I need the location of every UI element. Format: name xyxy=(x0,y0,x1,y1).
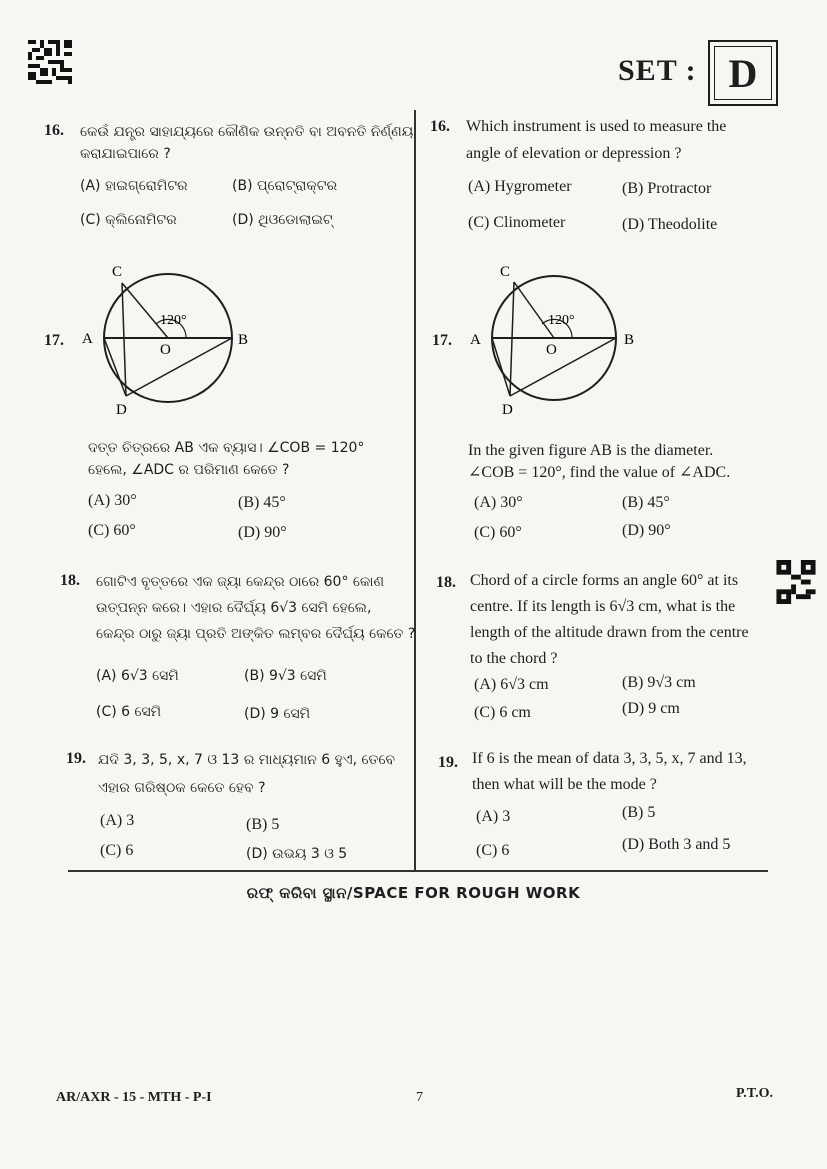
left-q17-line1: ଦତ୍ତ ଚିତ୍ରରେ AB ଏକ ବ୍ୟାସ। ∠COB = 120° xyxy=(88,440,365,456)
rough-work-heading: ରଫ୍ କରିବା ସ୍ଥାନ/SPACE FOR ROUGH WORK xyxy=(246,884,581,902)
right-label-a: A xyxy=(470,332,481,348)
right-segment-co xyxy=(514,282,554,338)
right-q17-number: 17. xyxy=(432,332,452,349)
left-q19-line1: ଯଦି 3, 3, 5, x, 7 ଓ 13 ର ମାଧ୍ୟମାନ 6 ହୁଏ, ତେବେ xyxy=(98,752,396,768)
right-label-d: D xyxy=(502,402,513,418)
right-q18-number: 18. xyxy=(436,574,456,591)
right-segment-db xyxy=(510,338,616,396)
set-value: D xyxy=(714,46,772,100)
barcode-matrix-icon xyxy=(28,40,72,84)
left-q18-option-c: (C) 6 ସେମି xyxy=(96,704,162,720)
right-q18-line2: centre. If its length is 6√3 cm, what is the xyxy=(470,598,736,615)
left-q16-line2: କରାଯାଇପାରେ ? xyxy=(80,146,171,162)
left-q18-line1: ଗୋଟିଏ ବୃତ୍ତରେ ଏକ ଜ୍ୟା କେନ୍ଦ୍ର ଠାରେ 60° କୋଣ xyxy=(96,574,385,590)
footer-code: AR/AXR - 15 - MTH - P-I xyxy=(56,1090,212,1105)
left-circle-figure xyxy=(64,258,264,424)
set-label: SET : xyxy=(618,54,697,87)
right-q19-option-b: (B) 5 xyxy=(622,804,656,821)
right-circle-figure xyxy=(448,258,648,424)
left-q17-option-c: (C) 60° xyxy=(88,522,136,539)
right-q19-line2: then what will be the mode ? xyxy=(472,776,657,793)
qr-code-icon xyxy=(776,560,816,604)
left-segment-db xyxy=(126,338,232,396)
right-q16-number: 16. xyxy=(430,118,450,135)
bottom-rule xyxy=(68,870,768,872)
right-label-angle: 120° xyxy=(548,313,575,328)
left-q19-number: 19. xyxy=(66,750,86,767)
left-q16-option-d: (D) ଥିଓଡୋଲାଇଟ୍ xyxy=(232,212,333,228)
right-q16-line1: Which instrument is used to measure the xyxy=(466,118,727,135)
right-q17-line2: ∠COB = 120°, find the value of ∠ADC. xyxy=(468,464,731,481)
left-segment-ad xyxy=(104,338,126,396)
right-q19-number: 19. xyxy=(438,754,458,771)
left-q16-option-c: (C) କ୍ଲିନୋମିଟର xyxy=(80,212,177,228)
left-q19-line2: ଏହାର ଗରିଷ୍ଠକ କେତେ ହେବ ? xyxy=(98,780,266,796)
left-q18-option-d: (D) 9 ସେମି xyxy=(244,706,311,722)
right-q18-option-c: (C) 6 cm xyxy=(474,704,531,721)
right-q19-line1: If 6 is the mean of data 3, 3, 5, x, 7 and 13, xyxy=(472,750,747,767)
left-label-b: B xyxy=(238,332,249,348)
right-q16-option-d: (D) Theodolite xyxy=(622,216,718,233)
right-q16-option-a: (A) Hygrometer xyxy=(468,178,572,195)
right-segment-ad xyxy=(492,338,510,396)
right-q18-option-d: (D) 9 cm xyxy=(622,700,680,717)
right-label-b: B xyxy=(624,332,635,348)
left-label-angle: 120° xyxy=(160,313,187,328)
right-label-o: O xyxy=(546,342,557,358)
right-q16-option-c: (C) Clinometer xyxy=(468,214,566,231)
right-q18-line3: length of the altitude drawn from the centre xyxy=(470,624,749,641)
right-q16-line2: angle of elevation or depression ? xyxy=(466,145,682,162)
right-q19-option-d: (D) Both 3 and 5 xyxy=(622,836,731,853)
left-q18-number: 18. xyxy=(60,572,80,589)
left-q18-option-a: (A) 6√3 ସେମି xyxy=(96,668,179,684)
left-q19-option-b: (B) 5 xyxy=(246,816,280,833)
left-q18-option-b: (B) 9√3 ସେମି xyxy=(244,668,327,684)
right-q18-option-b: (B) 9√3 cm xyxy=(622,674,696,691)
left-q17-option-b: (B) 45° xyxy=(238,494,286,511)
right-q16-option-b: (B) Protractor xyxy=(622,180,712,197)
right-q17-option-b: (B) 45° xyxy=(622,494,670,511)
right-q19-option-a: (A) 3 xyxy=(476,808,511,825)
left-q18-line3: କେନ୍ଦ୍ର ଠାରୁ ଜ୍ୟା ପ୍ରତି ଅଙ୍କିତ ଲମ୍ବର ଦୈର୍ଘ୍ୟ କେତେ ? xyxy=(96,626,416,642)
right-q18-option-a: (A) 6√3 cm xyxy=(474,676,549,693)
footer-page-number: 7 xyxy=(416,1090,423,1105)
left-label-d: D xyxy=(116,402,127,418)
right-label-c: C xyxy=(500,264,511,280)
right-q19-option-c: (C) 6 xyxy=(476,842,510,859)
left-segment-cd xyxy=(122,283,126,396)
left-q17-line2: ହେଲେ, ∠ADC ର ପରିମାଣ କେତେ ? xyxy=(88,462,290,478)
left-q17-option-d: (D) 90° xyxy=(238,524,287,541)
right-q17-option-d: (D) 90° xyxy=(622,522,671,539)
column-divider xyxy=(414,110,416,870)
left-label-o: O xyxy=(160,342,171,358)
right-q17-option-a: (A) 30° xyxy=(474,494,523,511)
left-q16-line1: କେଉଁ ଯନ୍ତ୍ର ସାହାଯ୍ୟରେ କୌଣିକ ଉନ୍ନତି ବା ଅବନତି ନିର୍ଣ୍ଣୟ xyxy=(80,124,414,140)
set-value-box xyxy=(708,40,778,106)
left-label-c: C xyxy=(112,264,123,280)
left-q16-option-b: (B) ପ୍ରୋଟ୍ରାକ୍ଟର xyxy=(232,178,338,194)
right-q18-line1: Chord of a circle forms an angle 60° at its xyxy=(470,572,739,589)
left-q18-line2: ଉତ୍ପନ୍ନ କରେ। ଏହାର ଦୈର୍ଘ୍ୟ 6√3 ସେମି ହେଲେ, xyxy=(96,600,372,616)
left-q19-option-a: (A) 3 xyxy=(100,812,135,829)
left-q17-number: 17. xyxy=(44,332,64,349)
left-label-a: A xyxy=(82,331,93,347)
right-q18-line4: to the chord ? xyxy=(470,650,558,667)
right-q17-option-c: (C) 60° xyxy=(474,524,522,541)
left-q16-option-a: (A) ହାଇଗ୍ରୋମିଟର xyxy=(80,178,188,194)
left-segment-co xyxy=(122,283,168,338)
footer-pto: P.T.O. xyxy=(736,1086,773,1101)
right-q17-line1: In the given figure AB is the diameter. xyxy=(468,442,714,459)
left-q17-option-a: (A) 30° xyxy=(88,492,137,509)
left-q16-number: 16. xyxy=(44,122,64,139)
left-q19-option-d: (D) ଉଭୟ 3 ଓ 5 xyxy=(246,846,348,862)
left-q19-option-c: (C) 6 xyxy=(100,842,134,859)
